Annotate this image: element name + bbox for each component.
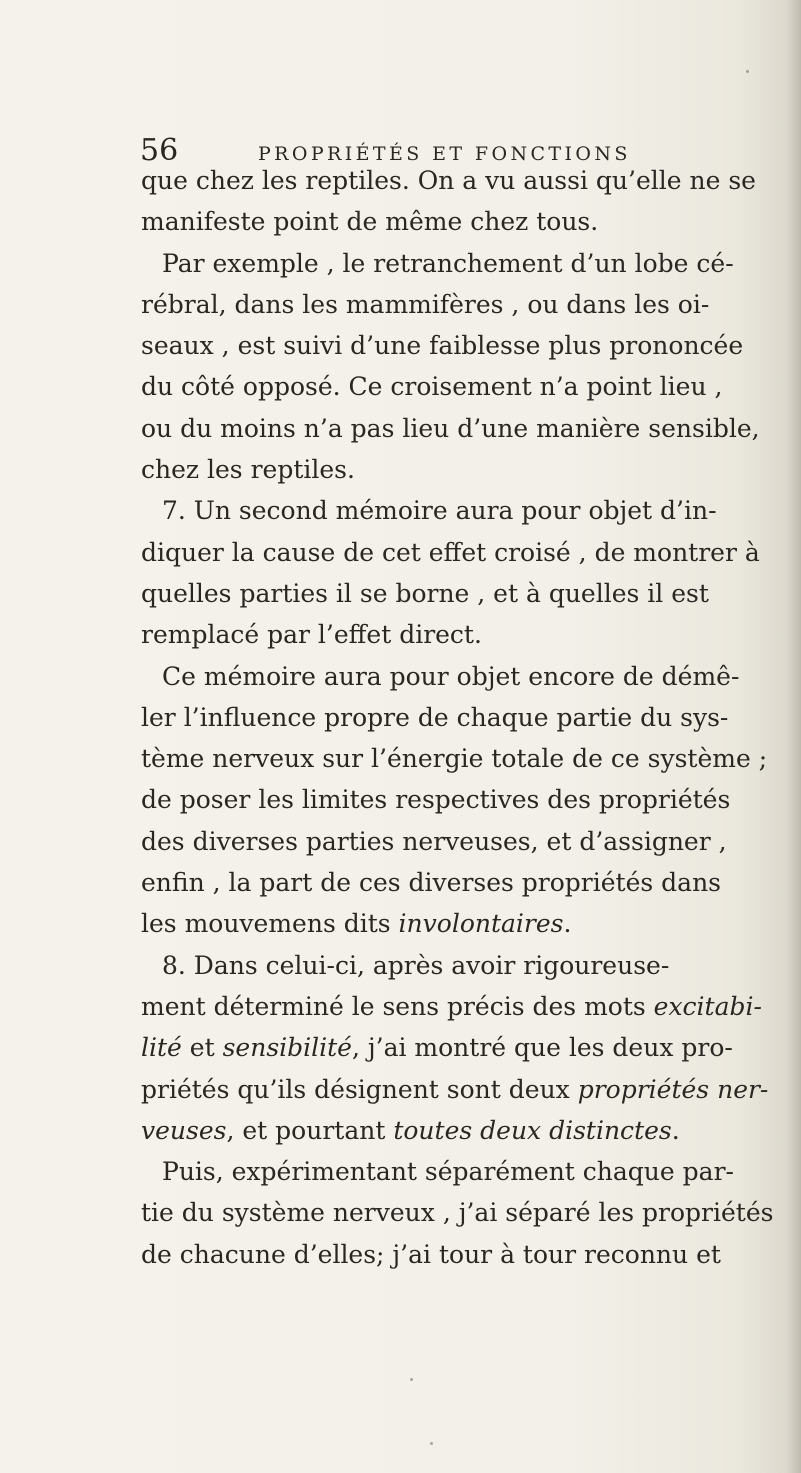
running-title: PROPRIÉTÉS ET FONCTIONS bbox=[258, 143, 631, 165]
text-line: du côté opposé. Ce croisement n’a point lieu , bbox=[141, 372, 723, 402]
text-run: ment déterminé le sens précis des mots bbox=[141, 991, 654, 1021]
text-line: quelles parties il se borne , et à quelles il est bbox=[141, 578, 709, 608]
body-text bbox=[141, 160, 774, 1275]
italic-term: propriétés ner- bbox=[577, 1074, 769, 1104]
text-line bbox=[141, 986, 762, 1027]
italic-term: veuses bbox=[141, 1115, 227, 1145]
italic-term: toutes deux distinctes bbox=[393, 1115, 672, 1145]
page-number: 56 bbox=[140, 133, 179, 168]
text-line: 7. Un second mémoire aura pour objet d’in- bbox=[162, 496, 717, 526]
text-run: , j’ai montré que les deux pro- bbox=[351, 1033, 733, 1063]
text-run: et bbox=[181, 1033, 223, 1063]
text-line: Par exemple , le retranchement d’un lobe cé- bbox=[162, 248, 734, 278]
text-line: tie du système nerveux , j’ai séparé les propriétés bbox=[141, 1198, 774, 1228]
text-line: de chacune d’elles; j’ai tour à tour reconnu et bbox=[141, 1239, 721, 1269]
text-line: rébral, dans les mammifères , ou dans les oi- bbox=[141, 289, 710, 319]
text-line: de poser les limites respectives des propriétés bbox=[141, 785, 731, 815]
paper-speck bbox=[746, 70, 749, 73]
italic-term: lité bbox=[141, 1033, 182, 1063]
text-line: 8. Dans celui-ci, après avoir rigoureuse- bbox=[162, 950, 670, 980]
text-line: tème nerveux sur l’énergie totale de ce système ; bbox=[141, 744, 768, 774]
text-line: Puis, expérimentant séparément chaque par- bbox=[162, 1157, 734, 1187]
text-line: diquer la cause de cet effet croisé , de montrer à bbox=[141, 537, 760, 567]
text-line: que chez les reptiles. On a vu aussi qu’elle ne se bbox=[141, 166, 756, 195]
text-run: priétés qu’ils désignent sont deux bbox=[141, 1074, 578, 1104]
paper-speck bbox=[430, 1442, 433, 1445]
text-line bbox=[141, 1027, 733, 1068]
text-run: . bbox=[563, 909, 572, 939]
italic-term: excitabi- bbox=[653, 991, 762, 1021]
paper-speck bbox=[410, 1378, 413, 1381]
text-line bbox=[141, 1110, 680, 1151]
text-line: Ce mémoire aura pour objet encore de démê- bbox=[162, 661, 740, 691]
text-line: enfin , la part de ces diverses propriétés dans bbox=[141, 868, 722, 898]
text-line: manifeste point de même chez tous. bbox=[141, 207, 599, 237]
text-line bbox=[141, 903, 669, 944]
text-line: seaux , est suivi d’une faiblesse plus prononcée bbox=[141, 331, 744, 361]
text-line: remplacé par l’effet direct. bbox=[141, 620, 482, 650]
text-run: , et pourtant bbox=[226, 1115, 394, 1145]
text-line: ou du moins n’a pas lieu d’une manière sensible, bbox=[141, 413, 760, 443]
text-run: les mouvemens dits bbox=[141, 909, 399, 939]
italic-term: sensibilité bbox=[222, 1033, 352, 1063]
text-line bbox=[141, 1069, 769, 1110]
text-line: des diverses parties nerveuses, et d’assigner , bbox=[141, 826, 727, 856]
italic-term: involontaires bbox=[398, 909, 564, 939]
text-line: ler l’influence propre de chaque partie du sys- bbox=[141, 702, 729, 732]
text-line: chez les reptiles. bbox=[141, 455, 355, 485]
text-run: . bbox=[671, 1115, 680, 1145]
page-edge-shadow bbox=[787, 0, 801, 1473]
